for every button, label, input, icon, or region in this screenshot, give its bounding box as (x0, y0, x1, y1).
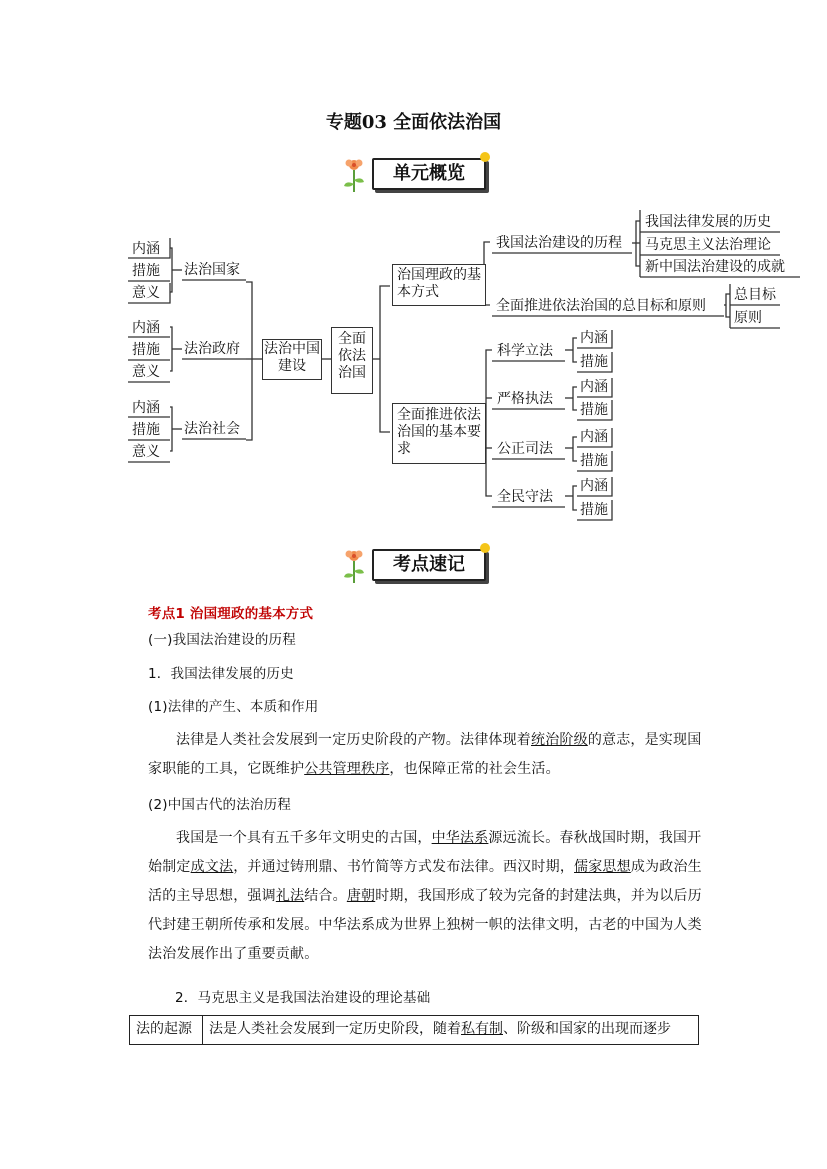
mm-center-2: 全面依法治国 (331, 327, 373, 394)
mm-lb3-item-1: 内涵 (580, 429, 608, 445)
mm-g2-label: 法治政府 (184, 341, 240, 357)
banner-label: 考点速记 (372, 549, 486, 581)
mm-lb2-item-1: 内涵 (580, 379, 608, 395)
mm-g1-item-1: 内涵 (132, 241, 160, 257)
mm-ub1-item-2: 马克思主义法治理论 (645, 237, 771, 253)
mm-g3-label: 法治社会 (184, 421, 240, 437)
mm-g1-label: 法治国家 (184, 262, 240, 278)
mm-ub2-item-1: 总目标 (734, 287, 776, 303)
paragraph-1: 法律是人类社会发展到一定历史阶段的产物。法律体现着统治阶级的意志，是实现国家职能的工具，它既维护公共管理秩序，也保障正常的社会生活。 (148, 732, 702, 777)
mm-g2-item-3: 意义 (132, 364, 160, 380)
subheading-1-2: (2)中国古代的法治历程 (148, 797, 292, 813)
mm-ub1-item-3: 新中国法治建设的成就 (645, 259, 785, 275)
mm-lb4-item-2: 措施 (580, 502, 608, 518)
table-body-cell: 法是人类社会发展到一定历史阶段，随着私有制、阶级和国家的出现而逐步 (203, 1016, 699, 1045)
mm-lower-node: 全面推进依法治国的基本要求 (392, 403, 486, 464)
definition-table (129, 1015, 699, 1045)
mm-lower-branch-2: 严格执法 (497, 391, 553, 407)
mm-lb4-item-1: 内涵 (580, 478, 608, 494)
subheading-1: 1．我国法律发展的历史 (148, 666, 294, 682)
table-row (130, 1016, 699, 1045)
mm-lb3-item-2: 措施 (580, 453, 608, 469)
mm-lower-branch-4: 全民守法 (497, 489, 553, 505)
mm-lb1-item-2: 措施 (580, 354, 608, 370)
paragraph-2: 我国是一个具有五千多年文明史的古国，中华法系源远流长。春秋战国时期，我国开始制定成文法，并通过铸刑鼎、书竹简等方式发布法律。西汉时期，儒家思想成为政治生活的主导思想，强调礼法结合。唐朝时期，我国形成了较为完备的封建法典，并为以后历代封建王朝所传承和发展。中华法系成为世界上独树一帜的法律文明，古老的中国为人类法治发展作出了重要贡献。 (148, 830, 702, 962)
mm-ub1-item-1: 我国法律发展的历史 (645, 214, 771, 230)
mm-upper-branch-2: 全面推进依法治国的总目标和原则 (496, 298, 706, 314)
mm-upper-node: 治国理政的基本方式 (392, 264, 486, 306)
mm-g2-item-1: 内涵 (132, 320, 160, 336)
kaodian-title: 考点1 治国理政的基本方式 (148, 606, 314, 622)
section-heading-1: (一)我国法治建设的历程 (148, 632, 296, 648)
mm-g3-item-3: 意义 (132, 444, 160, 460)
banner-key-points (340, 543, 490, 589)
mm-upper-branch-1: 我国法治建设的历程 (496, 235, 622, 251)
mm-lower-branch-3: 公正司法 (497, 441, 553, 457)
mm-g1-item-2: 措施 (132, 263, 160, 279)
mm-g3-item-1: 内涵 (132, 400, 160, 416)
subheading-1-1: (1)法律的产生、本质和作用 (148, 699, 319, 715)
mm-lower-branch-1: 科学立法 (497, 343, 553, 359)
mm-lb1-item-1: 内涵 (580, 330, 608, 346)
banner-label: 单元概览 (372, 158, 486, 190)
table-head-cell: 法的起源 (130, 1016, 203, 1045)
flower-icon (340, 547, 368, 585)
mm-ub2-item-2: 原则 (734, 310, 762, 326)
mm-center-1: 法治中国建设 (262, 339, 322, 380)
kaodian-heading (148, 600, 708, 629)
subheading-2: 2．马克思主义是我国法治建设的理论基础 (175, 990, 431, 1006)
sun-icon (480, 543, 490, 553)
mm-g2-item-2: 措施 (132, 342, 160, 358)
page-title: 专题03 全面依法治国 (325, 112, 502, 133)
mm-lb2-item-2: 措施 (580, 402, 608, 418)
mm-g1-item-3: 意义 (132, 285, 160, 301)
mm-g3-item-2: 措施 (132, 422, 160, 438)
